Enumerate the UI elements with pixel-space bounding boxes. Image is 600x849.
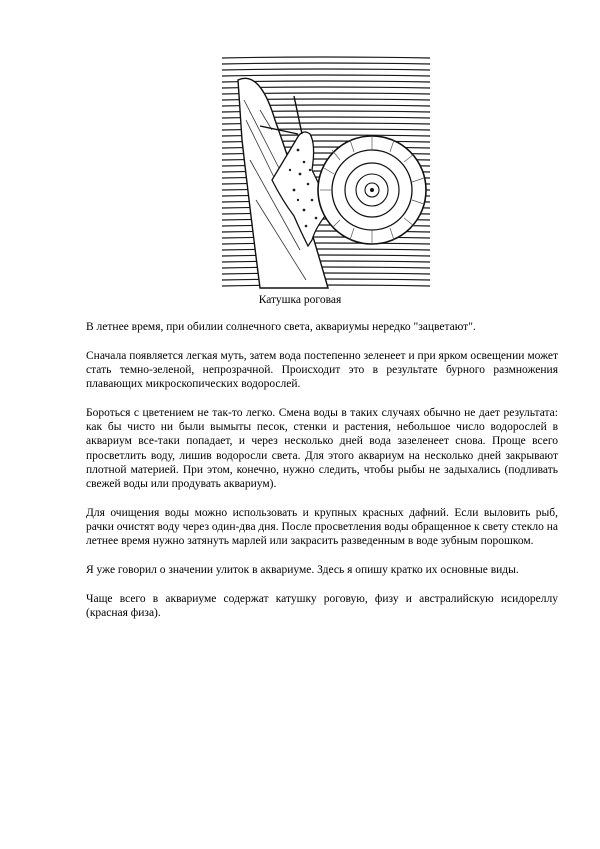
paragraph: Я уже говорил о значении улиток в аквариуме. Здесь я опишу кратко их основные виды. xyxy=(86,564,519,577)
snail-illustration-icon xyxy=(220,50,432,290)
paragraph: Чаще всего в аквариуме содержат катушку роговую, физу и австралийскую исидореллу (красная физа). xyxy=(86,592,558,619)
figure-caption: Катушка роговая xyxy=(258,294,342,306)
paragraph: Бороться с цветением не так-то легко. Смена воды в таких случаях обычно не дает результата: как бы чисто ни были вымыты песок, стенки и растения, небольшое число водорослей в аквариум все-таки попадает, и через несколько дней вода зазеленеет снова. Проще всего просветлить воду, лишив водоросли света. Для этого аквариум на несколько дней закрывают плотной материей. При этом, конечно, нужно следить, чтобы рыбы не задыхались (подливать свежей воды или продувать аквариум). xyxy=(86,406,558,491)
body-text xyxy=(86,320,558,635)
paragraph: Для очищения воды можно использовать и крупных красных дафний. Если выловить рыб, рачки очистят воду через один-два дня. После просветления воды обращенное к свету стекло на летнее время нужно затянуть марлей или закрасить разведенным в воде зубным порошком. xyxy=(86,506,558,548)
paragraph: Сначала появляется легкая муть, затем вода постепенно зеленеет и при ярком освещении может стать темно-зеленой, непрозрачной. Происходит это в результате бурного размножения плавающих микроскопических водорослей. xyxy=(86,349,558,391)
snail-figure xyxy=(220,50,432,290)
paragraph: В летнее время, при обилии солнечного света, аквариумы нередко "зацветают". xyxy=(86,321,476,333)
